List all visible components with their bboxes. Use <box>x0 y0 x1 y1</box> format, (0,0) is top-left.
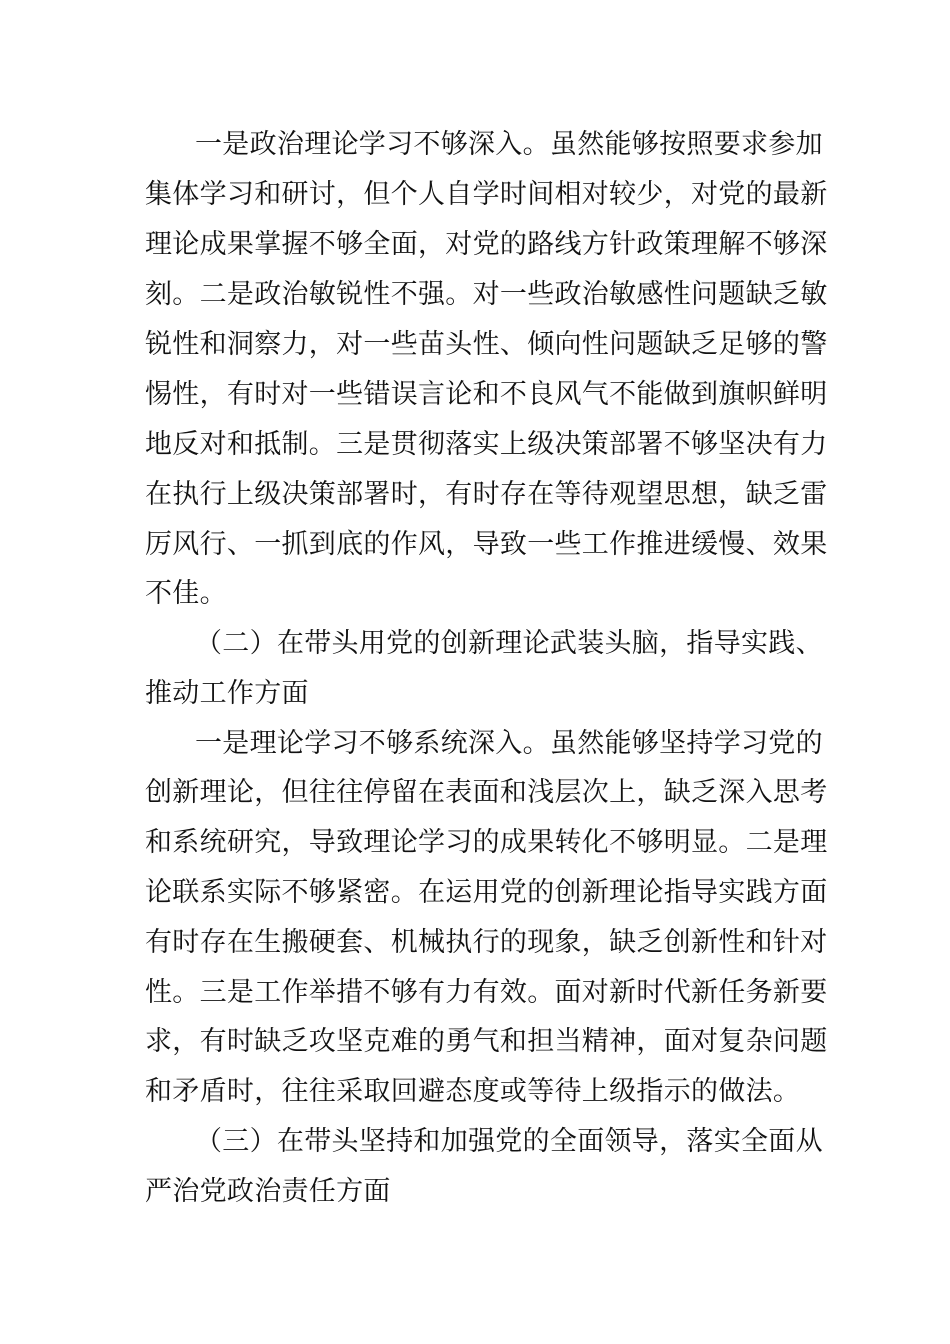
paragraph-line: 求，有时缺乏攻坚克难的勇气和担当精神，面对复杂问题 <box>145 1026 828 1057</box>
paragraph-line: 厉风行、一抓到底的作风，导致一些工作推进缓慢、效果 <box>145 529 828 560</box>
paragraph-line: 论联系实际不够紧密。在运用党的创新理论指导实践方面 <box>145 877 828 908</box>
paragraph-line: 集体学习和研讨，但个人自学时间相对较少，对党的最新 <box>145 179 828 210</box>
heading-line: 严治党政治责任方面 <box>145 1176 391 1207</box>
paragraph-line: 锐性和洞察力，对一些苗头性、倾向性问题缺乏足够的警 <box>145 329 828 360</box>
paragraph-line: 一是理论学习不够系统深入。虽然能够坚持学习党的 <box>195 728 823 759</box>
paragraph-line: 理论成果掌握不够全面，对党的路线方针政策理解不够深 <box>145 229 828 260</box>
heading-line: （二）在带头用党的创新理论武装头脑，指导实践、 <box>195 628 823 659</box>
paragraph-line: 和系统研究，导致理论学习的成果转化不够明显。二是理 <box>145 827 828 858</box>
heading-line: （三）在带头坚持和加强党的全面领导，落实全面从 <box>195 1126 823 1157</box>
paragraph-line: 地反对和抵制。三是贯彻落实上级决策部署不够坚决有力 <box>145 429 828 460</box>
heading-line: 推动工作方面 <box>145 678 309 709</box>
paragraph-line: 惕性，有时对一些错误言论和不良风气不能做到旗帜鲜明 <box>145 379 828 410</box>
paragraph-line: 创新理论，但往往停留在表面和浅层次上，缺乏深入思考 <box>145 777 828 808</box>
paragraph-line: 有时存在生搬硬套、机械执行的现象，缺乏创新性和针对 <box>145 927 828 958</box>
paragraph-line: 一是政治理论学习不够深入。虽然能够按照要求参加 <box>195 129 823 160</box>
paragraph-line: 和矛盾时，往往采取回避态度或等待上级指示的做法。 <box>145 1076 801 1107</box>
paragraph-line: 不佳。 <box>145 578 227 609</box>
paragraph-line: 在执行上级决策部署时，有时存在等待观望思想，缺乏雷 <box>145 479 828 510</box>
paragraph-line: 性。三是工作举措不够有力有效。面对新时代新任务新要 <box>145 977 828 1008</box>
paragraph-line: 刻。二是政治敏锐性不强。对一些政治敏感性问题缺乏敏 <box>145 279 828 310</box>
